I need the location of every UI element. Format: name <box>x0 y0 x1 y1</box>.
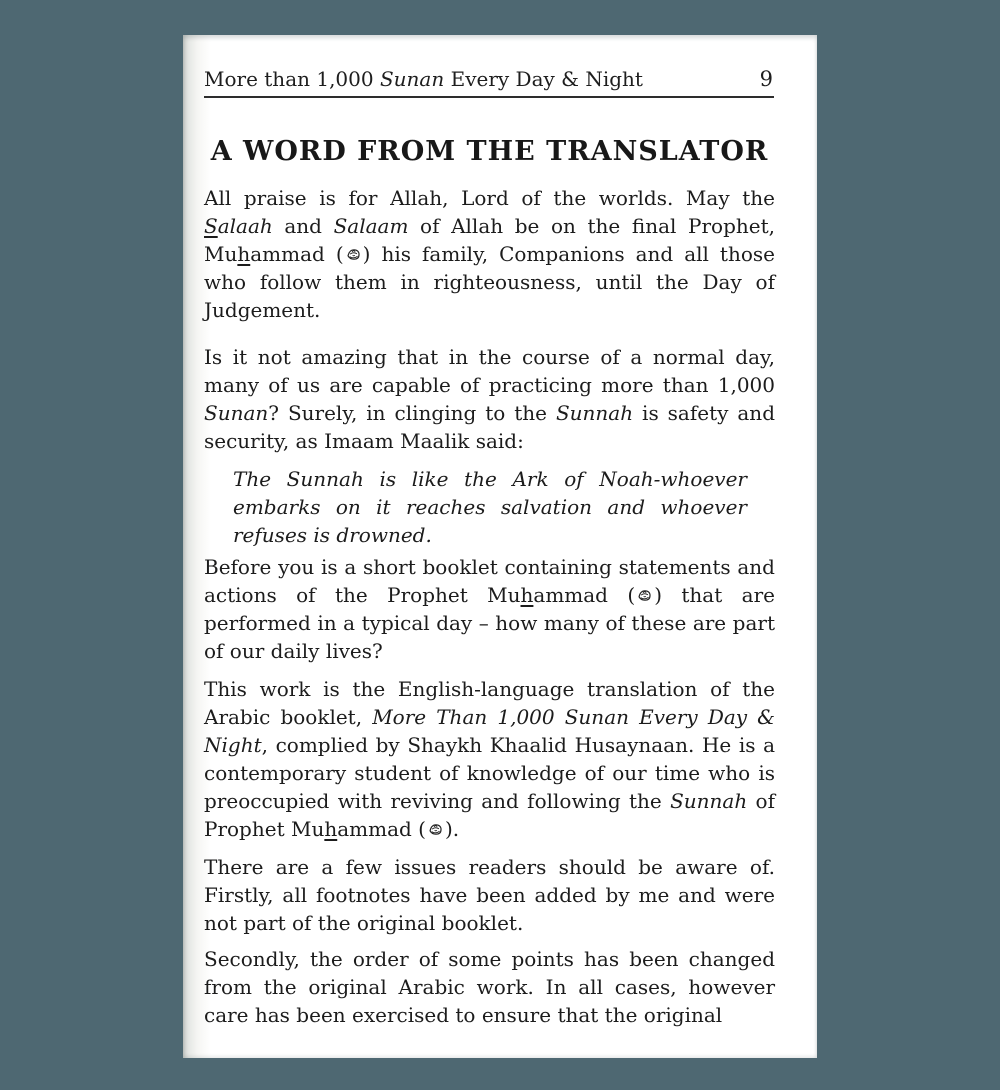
text-run: Sunnah <box>670 789 748 813</box>
text-run: Every Day & Night <box>444 67 643 91</box>
text-run: , complied by Shaykh Khaalid Husaynaan. He is a contemporary student of knowledge of our time who is preoccupied with reviving and following the <box>204 733 775 813</box>
text-run: Sunnah <box>555 401 634 425</box>
text-run: More than 1,000 <box>204 67 380 91</box>
text-run: Sunan <box>204 401 269 425</box>
text-run: Before you is a short booklet containing statements and actions of the Prophet Mu <box>204 555 775 607</box>
text-run: of Prophet Mu <box>204 789 775 841</box>
text-run: is safety and security, as Imaam Maalik said: <box>204 401 775 453</box>
paragraph-amazing <box>204 343 775 455</box>
paragraph-translation <box>204 675 775 843</box>
honorific-icon <box>427 821 444 838</box>
text-run: ? Surely, in clinging to the <box>268 401 556 425</box>
text-run: alaah <box>217 214 273 238</box>
text-run: of Allah be on the final Prophet, Mu <box>204 214 775 266</box>
text-run: Secondly, the order of some points has been changed from the original Arabic work. In all cases, however care has been exercised to ensure that the original <box>204 947 775 1027</box>
page-number: 9 <box>759 67 773 91</box>
text-run: ammad ( <box>250 242 344 266</box>
honorific-icon <box>636 587 653 604</box>
text-run: h <box>324 817 338 841</box>
running-title <box>204 66 643 92</box>
paragraph-booklet <box>204 553 775 665</box>
quote-imaam-maalik <box>233 465 747 549</box>
text-run: ) his family, Companions and all those who follow them in righteousness, until the Day of Judgement. <box>204 242 775 322</box>
text-run: ) that are performed in a typical day – how many of these are part of our daily lives? <box>204 583 775 663</box>
text-run: Is it not amazing that in the course of a normal day, many of us are capable of practicing more than 1,000 <box>204 345 775 397</box>
text-run: S <box>204 214 218 238</box>
text-run: This work is the English-language translation of the Arabic booklet, <box>204 677 775 729</box>
paragraph-praise <box>204 184 775 324</box>
text-run: h <box>237 242 251 266</box>
text-run: and <box>272 214 334 238</box>
text-run: ammad ( <box>533 583 636 607</box>
header-rule <box>204 96 774 98</box>
text-run: Sunan <box>379 67 445 91</box>
text-run: h <box>520 583 534 607</box>
text-run: There are a few issues readers should be aware of. Firstly, all footnotes have been added by me and were not part of the original booklet. <box>204 855 775 935</box>
text-run: ammad ( <box>337 817 426 841</box>
text-run: The Sunnah is like the Ark of Noah-whoever embarks on it reaches salvation and whoever refuses is drowned. <box>233 467 747 547</box>
page-header <box>204 66 775 92</box>
section-title: A WORD FROM THE TRANSLATOR <box>210 136 769 167</box>
book-page <box>183 35 817 1058</box>
honorific-icon <box>345 246 362 263</box>
paragraph-issues <box>204 853 775 937</box>
text-run: ). <box>444 817 460 841</box>
paragraph-secondly <box>204 945 775 1029</box>
text-run: All praise is for Allah, Lord of the worlds. May the <box>204 186 775 210</box>
text-run: Salaam <box>333 214 409 238</box>
text-run: More Than 1,000 Sunan Every Day & Night <box>204 705 775 757</box>
